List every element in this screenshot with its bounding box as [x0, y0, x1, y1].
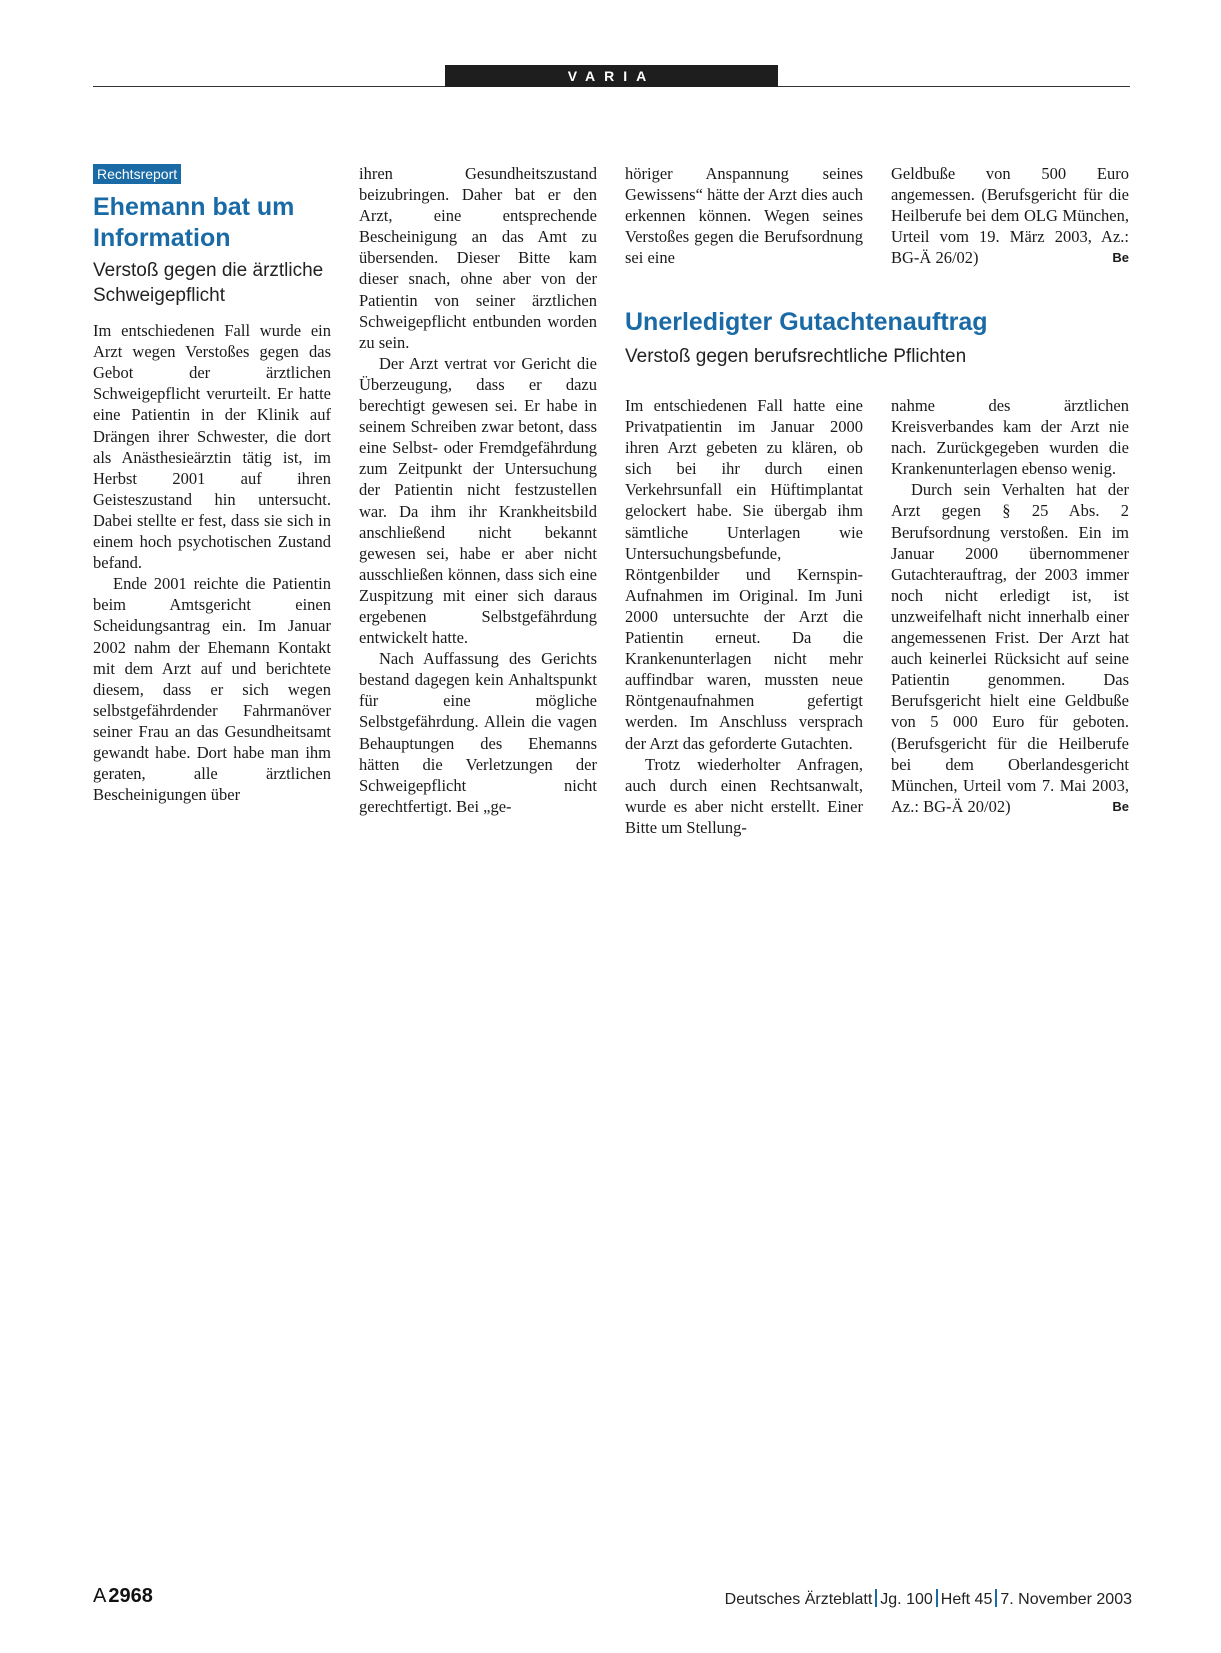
article2-closing-text: Durch sein Verhalten hat der Arzt gegen § 25 Abs. 2 Berufsordnung verstoßen. Ein im Januar 2000 übernommener Gutachterauftrag, der 2003 immer noch nicht erledigt ist, ist unzweifelhaft nicht innerhalb einer angemessenen Frist. Der Arzt hat auch keinerlei Rücksicht auf seine Patientin genommen. Das Berufsgericht hielt eine Geldbuße von 5 000 Euro für geboten. (Berufsgericht für die Heilberufe bei dem Oberlandesgericht München, Urteil vom 7. Mai 2003, Az.: BG-Ä 20/02) [891, 480, 1129, 816]
page-number-value: 2968 [108, 1585, 153, 1607]
article1-title [93, 192, 331, 254]
footer-separator [875, 1589, 877, 1607]
article2-paragraph: Im entschiedenen Fall hatte eine Privatpatientin im Januar 2000 ihren Arzt gebeten zu klären, ob sich bei ihr durch einen Verkehrsunfall ein Hüftimplantat gelockert habe. Sie übergab ihm sämtliche Unterlagen wie Untersuchungsbefunde, Röntgenbilder und Kernspin-Aufnahmen im Original. Im Juni 2000 untersuchte der Arzt die Patientin erneut. Da die Krankenunterlagen nicht mehr auffindbar waren, mussten neue Röntgenaufnahmen gefertigt werden. Im Anschluss versprach der Arzt das geforderte Gutachten. [625, 396, 863, 753]
journal-name: Deutsches Ärzteblatt [724, 1591, 873, 1608]
page-number [93, 1585, 153, 1608]
footer-citation [725, 1589, 1132, 1609]
article1-subtitle [93, 258, 331, 308]
article1-paragraph: Der Arzt vertrat vor Gericht die Überzeugung, dass er dazu berechtigt gewesen sei. Er habe in seinem Schreiben zwar betont, dass eine Selbst- oder Fremdgefährdung zum Zeitpunkt der Untersuchung der Patientin nicht festzustellen war. Da ihm ihr Krankheitsbild anschließend nicht bekannt gewesen sei, habe er aber nicht ausschließen können, dass sich eine Zuspitzung mit einer sich daraus ergebenen Selbstgefährdung entwickelt hatte. [359, 353, 597, 648]
column-4-top [891, 163, 1129, 268]
article2-paragraph: Trotz wiederholter Anfragen, auch durch einen Rechtsanwalt, wurde es aber nicht erstellt. Einer Bitte um Stellung- [625, 754, 863, 837]
article1-subtitle-line2: Schweigepflicht [93, 285, 226, 307]
journal-volume: Jg. 100 [880, 1591, 933, 1608]
page-prefix: A [93, 1585, 107, 1607]
article2-paragraph [891, 479, 1129, 817]
column-4-bottom [891, 395, 1129, 817]
article2-title: Unerledigter Gutachtenauftrag [625, 308, 988, 336]
article1-paragraph: Nach Auffassung des Gerichts bestand dagegen kein Anhaltspunkt für eine mögliche Selbstgefährdung. Allein die vagen Behauptungen des Ehemanns hätten die Verletzungen der Schweigepflicht nicht gerechtfertigt. Bei „ge- [359, 649, 597, 816]
journal-issue: Heft 45 [940, 1591, 993, 1608]
article1-subtitle-line1: Verstoß gegen die ärztliche [93, 260, 324, 282]
article1-closing-text: Geldbuße von 500 Euro angemessen. (Berufsgericht für die Heilberufe bei dem OLG München, Urteil vom 19. März 2003, Az.: BG-Ä 26/02) [891, 164, 1129, 268]
article1-paragraph: höriger Anspannung seines Gewissens“ hätte der Arzt dies auch erkennen können. Wegen seines Verstoßes gegen die Berufsordnung sei eine [625, 164, 863, 268]
article2-signature: Be [1112, 798, 1129, 814]
article1-paragraph: ihren Gesundheitszustand beizubringen. Daher bat er den Arzt, eine entsprechende Bescheinigung an das Amt zu übersenden. Dieser Bitte kam dieser snach, ohne aber von der Patientin von seiner ärztlichen Schweigepflicht entbunden worden zu sein. [359, 164, 597, 352]
section-header: VARIA [445, 65, 778, 87]
column-3-bottom [625, 395, 863, 838]
journal-date: 7. November 2003 [1000, 1591, 1132, 1608]
rubric-tag: Rechtsreport [93, 164, 181, 184]
footer-separator [995, 1589, 997, 1607]
article1-signature: Be [1112, 250, 1129, 266]
column-3-top [625, 163, 863, 268]
article1-title-line1: Ehemann bat um [93, 193, 295, 222]
article2-paragraph: nahme des ärztlichen Kreisverbandes kam der Arzt nie nach. Zurückgegeben wurden die Krankenunterlagen ebenso wenig. [891, 396, 1129, 479]
column-2 [359, 163, 597, 817]
article1-paragraph: Im entschiedenen Fall wurde ein Arzt wegen Verstoßes gegen das Gebot der ärztlichen Schweigepflicht verurteilt. Er hatte eine Patientin in der Klinik auf Drängen ihrer Schwester, die dort als Anästhesieärztin tätig ist, im Herbst 2001 auf ihren Geisteszustand hin untersucht. Dabei stellte er fest, dass sie sich in einem hoch psychotischen Zustand befand. [93, 321, 331, 573]
article2-subtitle: Verstoß gegen berufsrechtliche Pflichten [625, 346, 967, 367]
footer-separator [936, 1589, 938, 1607]
column-1 [93, 163, 331, 805]
article1-paragraph: Ende 2001 reichte die Patientin beim Amtsgericht einen Scheidungsantrag ein. Im Januar 2002 nahm der Ehemann Kontakt mit dem Arzt auf und berichtete diesem, dass er sich wegen selbstgefährdender Fahrmanöver seiner Frau an das Gesundheitsamt gewandt habe. Dort habe man ihm geraten, alle ärztlichen Bescheinigungen über [93, 574, 331, 805]
article1-paragraph [891, 163, 1129, 268]
article1-title-line2: Information [93, 224, 231, 253]
